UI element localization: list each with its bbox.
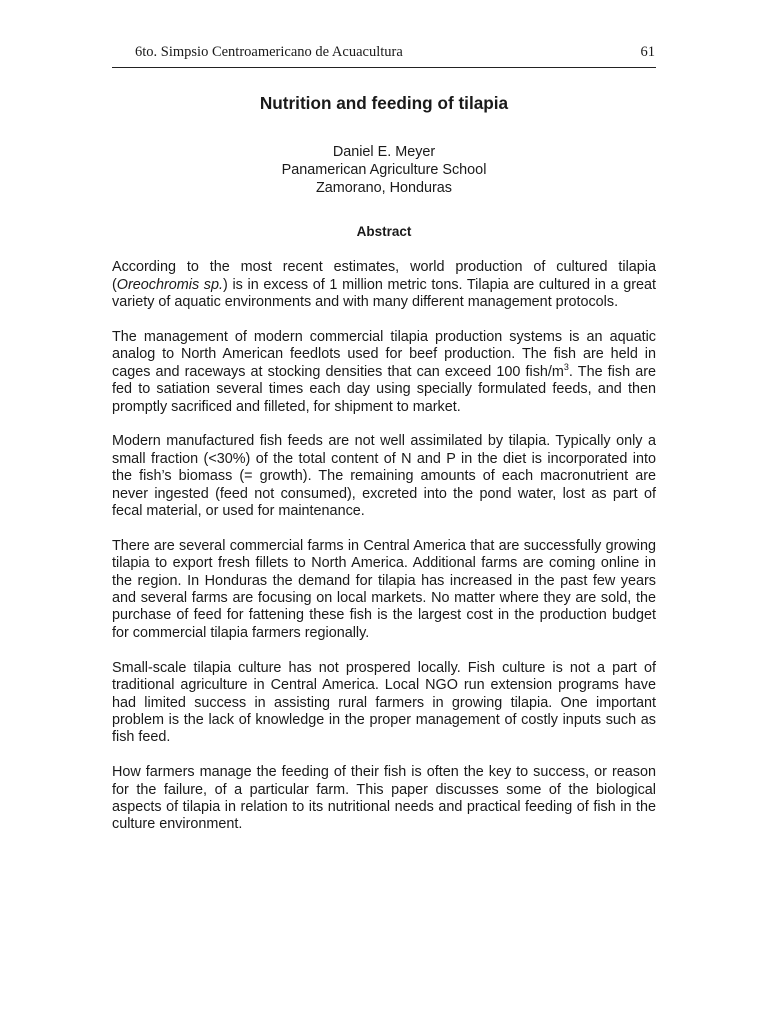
journal-title: 6to. Simpsio Centroamericano de Acuacultura	[135, 44, 403, 60]
author-location: Zamorano, Honduras	[316, 180, 452, 196]
byline	[112, 143, 656, 197]
abstract-heading: Abstract	[356, 224, 412, 239]
author-name: Daniel E. Meyer	[332, 144, 436, 160]
author-institution: Panamerican Agriculture School	[281, 162, 487, 178]
abstract-paragraph-2	[112, 329, 656, 416]
species-name: Oreochromis sp.	[116, 276, 224, 293]
abstract-paragraph-3: Modern manufactured fish feeds are not well assimilated by tilapia. Typically only a small fraction (<30%) of the total content of N and P in the diet is incorporated into the fish’s biomass (= growth). The remaining amounts of each macronutrient are never ingested (feed not consumed), excreted into the pond water, lost as part of fecal material, or used for maintenance.	[112, 433, 656, 520]
paragraph-text: The management of modern commercial tilapia production systems is an aquatic analog to North American feedlots used for beef production. The fish are held in cages and raceways at stocking densities that can exceed 100 fish/m	[112, 329, 656, 380]
abstract-paragraph-5: Small-scale tilapia culture has not prospered locally. Fish culture is not a part of traditional agriculture in Central America. Local NGO run extension programs have had limited success in assisting rural farmers in growing tilapia. One important problem is the lack of knowledge in the proper management of costly inputs such as fish feed.	[112, 659, 656, 746]
header-divider	[112, 67, 656, 68]
abstract-paragraph-1	[112, 259, 656, 311]
superscript: 3	[563, 361, 569, 372]
paper-title: Nutrition and feeding of tilapia	[259, 93, 509, 113]
paragraph-text: ) is in excess of 1 million metric tons. Tilapia are cultured in a great variety of aquatic environments and with many different management protocols.	[112, 276, 657, 311]
article-body	[112, 80, 656, 834]
abstract-paragraph-6: How farmers manage the feeding of their fish is often the key to success, or reason for the failure, of a particular farm. This paper discusses some of the biological aspects of tilapia in relation to its nutritional needs and practical feeding of fish in the culture environment.	[112, 764, 656, 833]
running-header	[135, 44, 655, 66]
abstract-paragraph-4: There are several commercial farms in Central America that are successfully growing tilapia to export fresh fillets to North America. Additional farms are coming online in the region. In Honduras the demand for tilapia has increased in the past few years and several farms are focusing on local markets. No matter where they are sold, the purchase of feed for fattening these fish is the largest cost in the production budget for commercial tilapia farmers regionally.	[112, 537, 656, 641]
paragraph-text: According to the most recent estimates, world production of cultured tilapia (	[112, 259, 656, 293]
page-number: 61	[640, 44, 655, 60]
paragraph-text: . The fish are fed to satiation several times each day using specially formulated feeds, and then promptly sacrificed and filleted, for shipment to market.	[112, 363, 656, 415]
